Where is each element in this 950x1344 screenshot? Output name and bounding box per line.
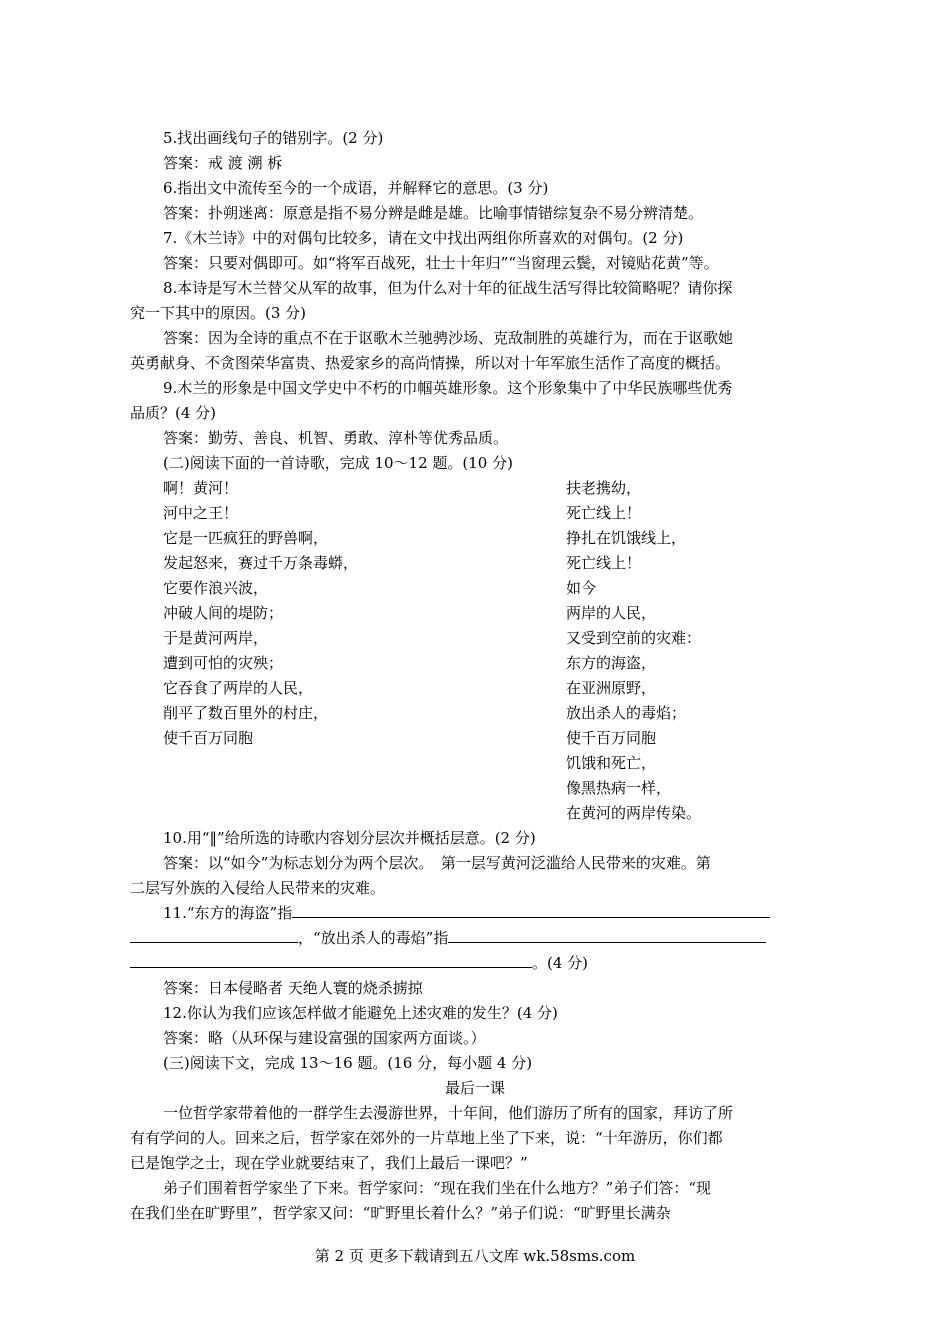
poem-right-line: 在黄河的两岸传染。 (566, 804, 702, 822)
question-11-suffix: 。(4 分) (532, 954, 589, 972)
question-12-answer: 答案：略（从环保与建设富强的国家两方面谈。） (163, 1029, 486, 1047)
poem-left-line: 使千百万同胞 (163, 729, 254, 747)
poem-right-line: 挣扎在饥饿线上， (566, 529, 687, 547)
poem-right-line: 又受到空前的灾难： (566, 629, 702, 647)
answer-blank-2[interactable] (130, 928, 298, 943)
question-9-line-2: 品质？(4 分) (130, 404, 217, 422)
poem-right-line: 饥饿和死亡， (566, 754, 657, 772)
question-12: 12.你认为我们应该怎样做才能避免上述灾难的发生？(4 分) (163, 1004, 558, 1022)
question-11-line-1 (163, 903, 770, 923)
question-6: 6.指出文中流传至今的一个成语，并解释它的意思。(3 分) (163, 179, 549, 197)
question-8-answer-line-1: 答案：因为全诗的重点不在于讴歌木兰驰骋沙场、克敌制胜的英雄行为，而在于讴歌她 (163, 329, 734, 347)
poem-left-line: 发起怒来，赛过千万条毒蟒， (163, 554, 359, 572)
poem-right-line: 放出杀人的毒焰； (566, 704, 687, 722)
question-10-answer-line-2: 二层写外族的入侵给人民带来的灾难。 (130, 879, 386, 897)
poem-right-line: 死亡线上！ (566, 554, 642, 572)
article-title: 最后一课 (444, 1079, 505, 1097)
question-6-answer: 答案：扑朔迷离：原意是指不易分辨是雌是雄。比喻事情错综复杂不易分辨清楚。 (163, 204, 704, 222)
poem-left-line: 遭到可怕的灾殃； (163, 654, 284, 672)
question-11-middle: ，“放出杀人的毒焰”指 (298, 929, 449, 947)
poem-left-line: 它吞食了两岸的人民， (163, 679, 314, 697)
poem-right-line: 如今 (566, 579, 597, 597)
poem-left-line: 于是黄河两岸， (163, 629, 269, 647)
answer-blank-4[interactable] (130, 953, 532, 968)
article-paragraph-line: 一位哲学家带着他的一群学生去漫游世界，十年间，他们游历了所有的国家，拜访了所 (163, 1104, 734, 1122)
poem-right-line: 在亚洲原野， (566, 679, 657, 697)
answer-blank-3[interactable] (448, 928, 766, 943)
question-9-line-1: 9.木兰的形象是中国文学史中不朽的巾帼英雄形象。这个形象集中了中华民族哪些优秀 (163, 379, 733, 397)
section-2-heading: (二)阅读下面的一首诗歌，完成 10～12 题。(10 分) (163, 454, 513, 472)
question-10-answer-line-1: 答案：以“如今”为标志划分为两个层次。 第一层写黄河泛滥给人民带来的灾难。第 (163, 854, 711, 872)
poem-left-line: 削平了数百里外的村庄， (163, 704, 329, 722)
question-7: 7.《木兰诗》中的对偶句比较多，请在文中找出两组你所喜欢的对偶句。(2 分) (163, 229, 684, 247)
poem-right-line: 东方的海盗， (566, 654, 657, 672)
poem-right-line: 两岸的人民， (566, 604, 657, 622)
article-paragraph-line: 弟子们围着哲学家坐了下来。哲学家问：“现在我们坐在什么地方？”弟子们答：“现 (163, 1179, 712, 1197)
poem-right-line: 使千百万同胞 (566, 729, 657, 747)
question-7-answer: 答案：只要对偶即可。如“将军百战死，壮士十年归”“当窗理云鬓，对镜贴花黄”等。 (163, 254, 719, 272)
question-11-line-2 (130, 928, 766, 948)
page-footer: 第 2 页 更多下载请到五八文库 wk.58sms.com (314, 1247, 636, 1265)
question-5: 5.找出画线句子的错别字。(2 分) (163, 129, 384, 147)
poem-right-line: 像黑热病一样， (566, 779, 672, 797)
poem-left-line: 河中之王！ (163, 504, 239, 522)
question-11-answer: 答案：日本侵略者 天绝人寰的烧杀掳掠 (163, 979, 423, 997)
question-9-answer: 答案：勤劳、善良、机智、勇敢、淳朴等优秀品质。 (163, 429, 509, 447)
question-8-answer-line-2: 英勇献身、不贪图荣华富贵、热爱家乡的高尚情操，所以对十年军旅生活作了高度的概括。 (130, 354, 731, 372)
question-11-line-3 (130, 953, 588, 973)
poem-right-line: 扶老携幼， (566, 479, 642, 497)
poem-left-line: 啊！黄河！ (163, 479, 239, 497)
question-5-answer: 答案：戒 渡 溯 柝 (163, 154, 283, 172)
article-paragraph-line: 已是饱学之士，现在学业就要结束了，我们上最后一课吧？” (130, 1154, 528, 1172)
article-paragraph-line: 有有学问的人。回来之后，哲学家在郊外的一片草地上坐了下来，说：“十年游历，你们都 (130, 1129, 723, 1147)
question-11-prefix: 11.“东方的海盗”指 (163, 904, 293, 922)
question-10: 10.用“‖”给所选的诗歌内容划分层次并概括层意。(2 分) (163, 829, 536, 847)
article-paragraph-line: 在我们坐在旷野里”，哲学家又问：“旷野里长着什么？”弟子们说：“旷野里长满杂 (130, 1204, 671, 1222)
section-3-heading: (三)阅读下文，完成 13～16 题。(16 分，每小题 4 分) (163, 1054, 533, 1072)
poem-left-line: 它是一匹疯狂的野兽啊， (163, 529, 329, 547)
poem-left-line: 它要作浪兴波， (163, 579, 269, 597)
poem-right-line: 死亡线上！ (566, 504, 642, 522)
question-8-line-1: 8.本诗是写木兰替父从军的故事，但为什么对十年的征战生活写得比较简略呢？请你探 (163, 279, 733, 297)
poem-left-line: 冲破人间的堤防； (163, 604, 284, 622)
answer-blank-1[interactable] (292, 903, 770, 918)
question-8-line-2: 究一下其中的原因。(3 分) (130, 304, 307, 322)
